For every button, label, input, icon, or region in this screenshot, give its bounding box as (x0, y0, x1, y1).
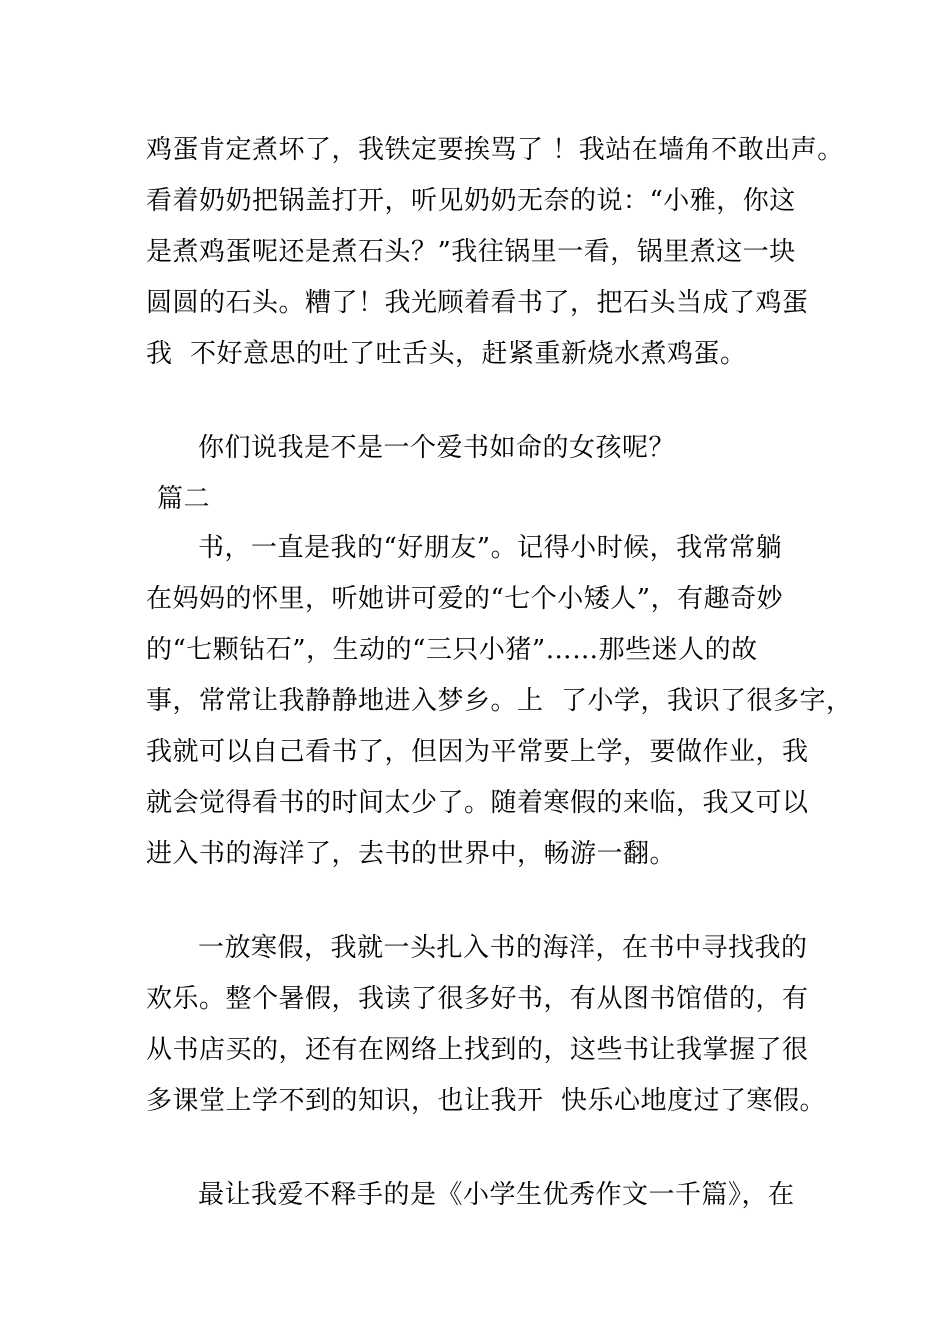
text-line: 我就可以自己看书了，但因为平常要上学，要做作业，我 (146, 737, 809, 767)
section-heading: 篇二 (157, 484, 211, 514)
text-line: 书，一直是我的“好朋友”。记得小时候，我常常躺 (198, 533, 783, 563)
text-line: 你们说我是不是一个爱书如命的女孩呢？ (198, 433, 676, 463)
text-line: 鸡蛋肯定煮坏了，我铁定要挨骂了 ！我站在墙角不敢出声。 (146, 135, 844, 165)
text-line: 进入书的海洋了，去书的世界中，畅游一翻。 (146, 839, 677, 869)
text-line: 欢乐。整个暑假，我读了很多好书，有从图书馆借的，有 (146, 984, 809, 1014)
text-line: 事，常常让我静静地进入梦乡。上 了小学，我识了很多字， (146, 686, 853, 716)
text-line: 多课堂上学不到的知识，也让我开 快乐心地度过了寒假。 (146, 1086, 827, 1116)
text-line: 看着奶奶把锅盖打开，听见奶奶无奈的说：“小雅，你这 (146, 186, 796, 216)
text-line: 我 不好意思的吐了吐舌头，赶紧重新烧水煮鸡蛋。 (146, 339, 747, 369)
text-line: 在妈妈的怀里，听她讲可爱的“七个小矮人”，有趣奇妙 (146, 584, 784, 614)
text-line: 是煮鸡蛋呢还是煮石头？”我往锅里一看，锅里煮这一块 (146, 237, 796, 267)
text-line: 就会觉得看书的时间太少了。随着寒假的来临，我又可以 (146, 788, 809, 818)
text-line: 最让我爱不释手的是《小学生优秀作文一千篇》，在 (198, 1180, 795, 1210)
text-line: 从书店买的，还有在网络上找到的，这些书让我掌握了很 (146, 1035, 809, 1065)
text-line: 的“七颗钻石”，生动的“三只小猪”……那些迷人的故 (146, 635, 758, 665)
text-line: 圆圆的石头。糟了！我光顾着看书了，把石头当成了鸡蛋 (146, 288, 809, 318)
text-line: 一放寒假，我就一头扎入书的海洋，在书中寻找我的 (198, 933, 808, 963)
